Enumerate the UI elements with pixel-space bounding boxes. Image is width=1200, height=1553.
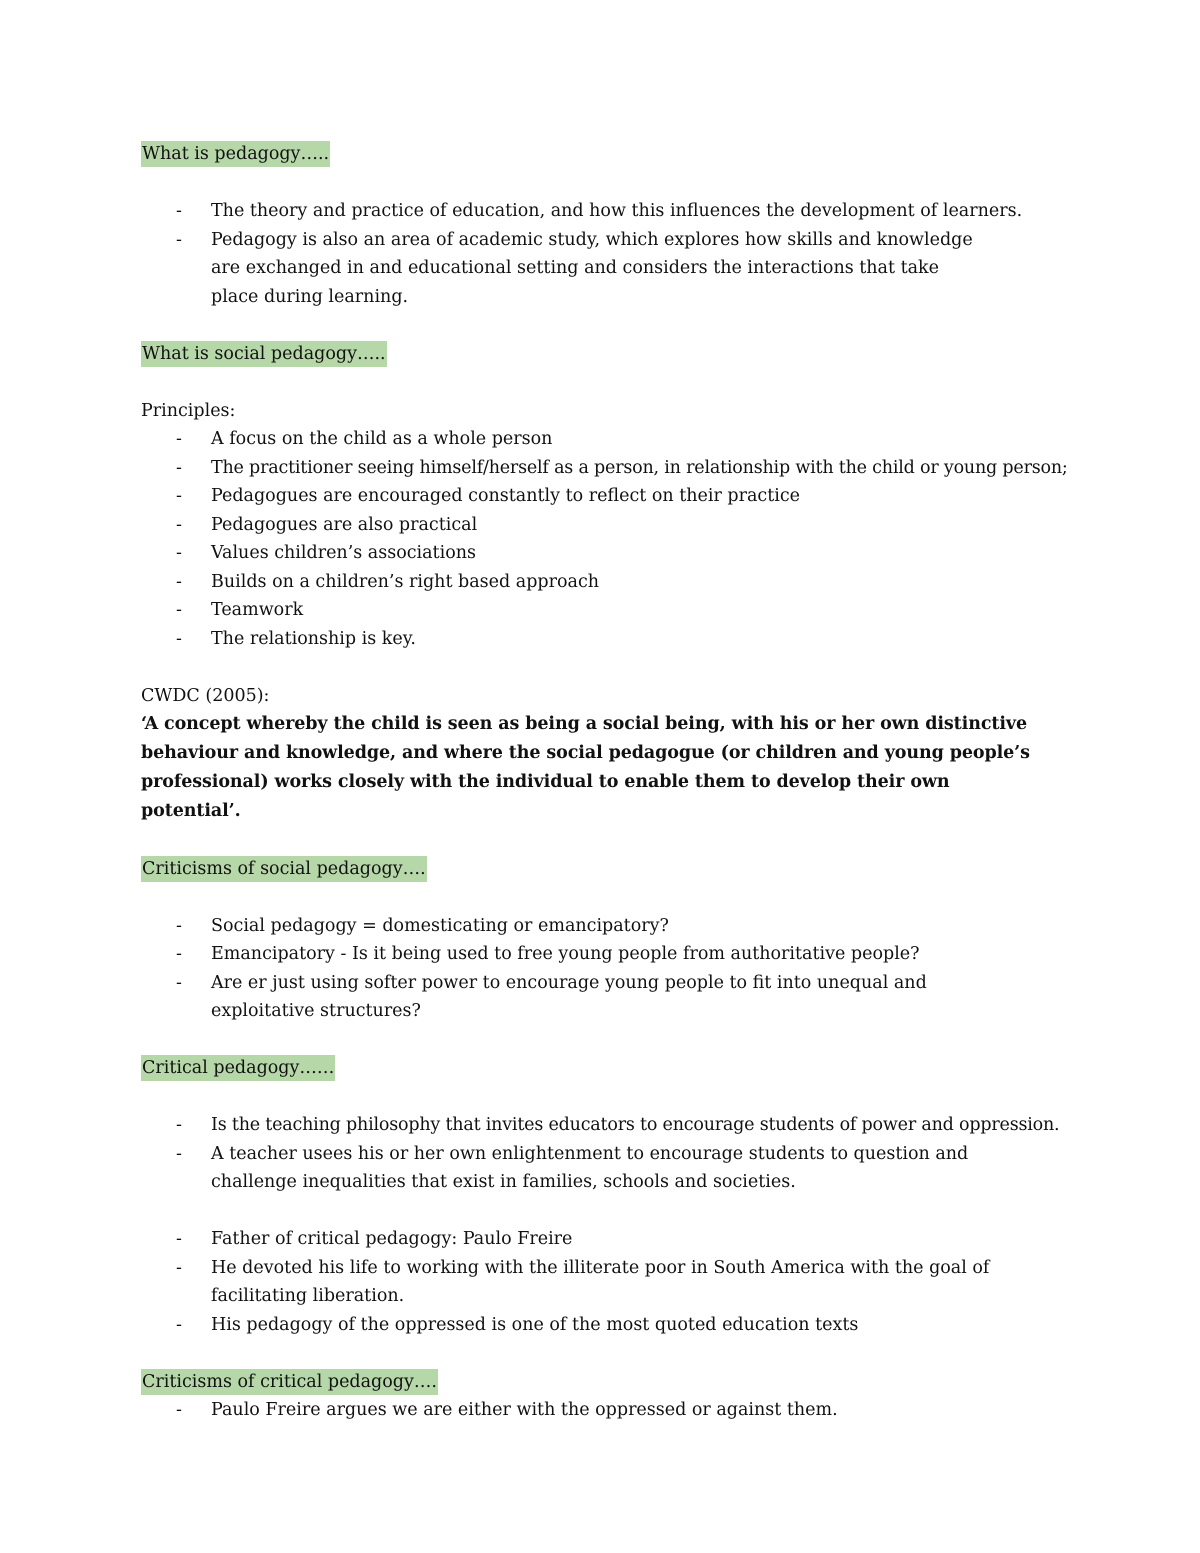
list-item: - Father of critical pedagogy: Paulo Freire bbox=[141, 1225, 1071, 1254]
list-item: - The theory and practice of education, and how this influences the development of learners. bbox=[141, 197, 1071, 226]
list-item: - Pedagogy is also an area of academic study, which explores how skills and knowledge are exchanged in and educational setting and considers the interactions that take place during learning. bbox=[141, 226, 991, 312]
principles-list bbox=[141, 425, 1071, 653]
heading-highlight: Critical pedagogy…… bbox=[141, 1055, 335, 1081]
citation: CWDC (2005): bbox=[141, 685, 270, 706]
document-page bbox=[141, 140, 1071, 1425]
list-item: - Teamwork bbox=[141, 596, 1071, 625]
list-item: - Values children’s associations bbox=[141, 539, 1071, 568]
list-item: - Are er just using softer power to encourage young people to fit into unequal and exploitative structures? bbox=[141, 969, 1011, 1026]
critical-pedagogy-list-a bbox=[141, 1111, 1071, 1197]
list-item: - The relationship is key. bbox=[141, 625, 1071, 654]
heading-highlight: What is pedagogy….. bbox=[141, 141, 330, 167]
criticisms-social-list bbox=[141, 912, 1071, 1026]
list-item: - Pedagogues are also practical bbox=[141, 511, 1071, 540]
pedagogy-list bbox=[141, 197, 1071, 311]
list-item: - A teacher usees his or her own enlightenment to encourage students to question and challenge inequalities that exist in families, schools and societies. bbox=[141, 1140, 1031, 1197]
section-heading-pedagogy bbox=[141, 140, 1071, 169]
list-item: - Emancipatory - Is it being used to free young people from authoritative people? bbox=[141, 940, 1071, 969]
list-item: - Social pedagogy = domesticating or emancipatory? bbox=[141, 912, 1071, 941]
list-item: - Paulo Freire argues we are either with the oppressed or against them. bbox=[141, 1396, 1071, 1425]
critical-pedagogy-list-b bbox=[141, 1225, 1071, 1339]
list-item: - He devoted his life to working with the illiterate poor in South America with the goal of facilitating liberation. bbox=[141, 1254, 1011, 1311]
definition-quote: ‘A concept whereby the child is seen as being a social being, with his or her own distinctive behaviour and knowledge, and where the social pedagogue (or children and young people’s professional) works closely with the individual to enable them to develop their own potential’. bbox=[141, 714, 1030, 821]
section-heading-social-pedagogy bbox=[141, 340, 1071, 369]
heading-highlight: Criticisms of social pedagogy…. bbox=[141, 856, 427, 882]
heading-highlight: What is social pedagogy….. bbox=[141, 341, 387, 367]
heading-highlight: Criticisms of critical pedagogy…. bbox=[141, 1369, 438, 1395]
principles-label: Principles: bbox=[141, 400, 236, 421]
section-heading-criticisms-social bbox=[141, 855, 1071, 884]
list-item: - Builds on a children’s right based approach bbox=[141, 568, 1071, 597]
section-heading-critical-pedagogy bbox=[141, 1054, 1071, 1083]
list-item: - Pedagogues are encouraged constantly to reflect on their practice bbox=[141, 482, 1071, 511]
section-heading-criticisms-critical bbox=[141, 1368, 1071, 1397]
list-item: - His pedagogy of the oppressed is one of the most quoted education texts bbox=[141, 1311, 1071, 1340]
list-item: - A focus on the child as a whole person bbox=[141, 425, 1071, 454]
list-item: - The practitioner seeing himself/herself as a person, in relationship with the child or young person; bbox=[141, 454, 1071, 483]
list-item: - Is the teaching philosophy that invites educators to encourage students of power and oppression. bbox=[141, 1111, 1081, 1140]
criticisms-critical-list bbox=[141, 1396, 1071, 1425]
